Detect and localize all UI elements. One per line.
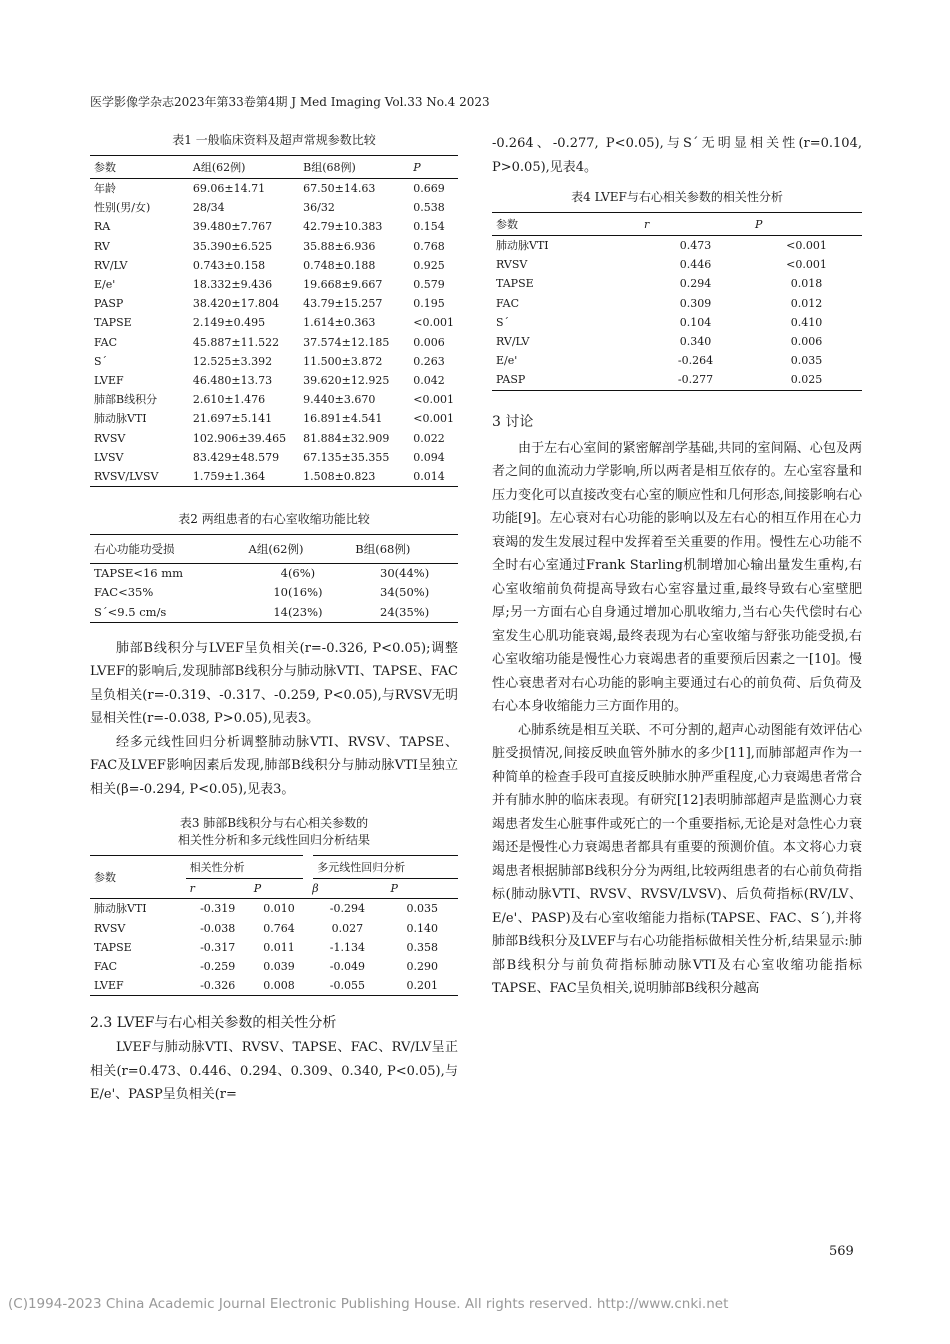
- table-cell: 0.006: [790, 335, 823, 349]
- table3-sub-header: r: [189, 882, 195, 896]
- table-row: [492, 274, 862, 293]
- table-cell: TAPSE: [94, 316, 132, 330]
- table-row: [492, 370, 862, 390]
- table-cell: RVSV: [496, 258, 528, 272]
- table-cell: 0.018: [790, 277, 823, 291]
- table-cell: 69.06±14.71: [192, 182, 266, 195]
- table-cell: -1.134: [329, 940, 365, 954]
- table-cell: 34(50%): [380, 585, 430, 600]
- table-cell: 肺动脉VTI: [94, 902, 147, 916]
- table4-header-cell: r: [644, 217, 650, 231]
- table-cell: S´: [496, 315, 510, 329]
- table-row: [90, 294, 458, 313]
- table-row: [90, 583, 458, 602]
- table4-header-cell: 参数: [496, 218, 518, 231]
- table-cell: LVSV: [94, 450, 124, 464]
- table-row: [90, 467, 458, 487]
- table-cell: 67.135±35.355: [303, 450, 390, 464]
- table-cell: LVEF: [94, 979, 124, 993]
- table-row: [90, 899, 458, 919]
- table-cell: 0.008: [263, 979, 295, 993]
- table-cell: 102.906±39.465: [192, 431, 287, 445]
- table3-sub-header: P: [253, 882, 262, 896]
- table-cell: S´: [94, 354, 108, 368]
- table-row: [90, 313, 458, 332]
- table-row: [90, 371, 458, 390]
- table-cell: 0.195: [413, 297, 445, 311]
- table-cell: 0.154: [413, 220, 445, 234]
- table-cell: 0.039: [263, 959, 295, 973]
- table-cell: 0.473: [679, 239, 712, 252]
- table-cell: 0.446: [679, 258, 712, 272]
- table1-header-cell: 参数: [94, 161, 116, 174]
- table-cell: RV/LV: [496, 335, 530, 349]
- table-row: [90, 429, 458, 448]
- table-cell: 0.201: [406, 979, 438, 993]
- table-row: [90, 390, 458, 409]
- table-cell: <0.001: [413, 316, 454, 330]
- table-cell: 46.480±13.73: [192, 374, 273, 388]
- table3: [90, 855, 458, 996]
- table-row: [90, 237, 458, 256]
- table-cell: RA: [94, 220, 111, 234]
- table-cell: 36/32: [303, 201, 335, 215]
- table3-body: [90, 899, 458, 996]
- table-cell: RV/LV: [94, 258, 128, 272]
- page-number: 569: [829, 1244, 854, 1259]
- table-cell: 肺动脉VTI: [94, 412, 147, 426]
- table1-header-cell: B组(68例): [303, 161, 356, 174]
- table-row: [90, 217, 458, 236]
- table-cell: 0.104: [679, 315, 712, 329]
- table-cell: <0.001: [786, 258, 827, 272]
- table-cell: 0.094: [413, 450, 445, 464]
- table-row: [90, 256, 458, 275]
- table2-body: [90, 564, 458, 623]
- table-cell: 0.538: [413, 201, 445, 215]
- table1-caption: 表1 一般临床资料及超声常规参数比较: [172, 133, 376, 147]
- table-cell: 0.011: [263, 940, 295, 954]
- table-cell: FAC: [94, 959, 118, 973]
- table-cell: -0.055: [329, 979, 365, 993]
- table-cell: 0.263: [413, 354, 445, 368]
- table-row: [90, 352, 458, 371]
- left-column: [90, 132, 458, 1107]
- table-cell: 14(23%): [273, 604, 323, 619]
- paragraph: -0.264、-0.277, P<0.05),与S´无明显相关性(r=0.104, P>0.05),见表4。: [492, 136, 862, 175]
- table-cell: 1.759±1.364: [192, 470, 266, 484]
- table-cell: 0.035: [406, 902, 438, 916]
- table-cell: 0.014: [413, 470, 445, 484]
- table-cell: <0.001: [413, 393, 454, 407]
- paragraph: LVEF与肺动脉VTI、RVSV、TAPSE、FAC、RV/LV呈正相关(r=0.473、0.446、0.294、0.309、0.340, P<0.05),与E/e'、PASP呈负相关(r=: [90, 1040, 458, 1103]
- table-row: [492, 294, 862, 313]
- paragraph: 心肺系统是相互关联、不可分割的,超声心动图能有效评估心脏受损情况,间接反映血管外肺水的多少[11],而肺部超声作为一种简单的检查手段可直接反映肺水肿严重程度,心力衰竭患者常合并有肺水肿的临床表现。有研究[12]表明肺部超声是监测心力衰竭患者发生心脏事件或死亡的一个重要指标,无论是对急性心力衰竭还是慢性心力衰竭患者都具有重要的预测价值。本文将心力衰竭患者根据肺部B线积分分为两组,比较两组患者的右心前负荷指标(肺动脉VTI、RVSV、RVSV/LVSV)、后负荷指标(RV/LV、E/e'、PASP)及右心室收缩能力指标(TAPSE、FAC、S´),并将肺部B线积分及LVEF与右心功能指标做相关性分析,结果显示:肺部B线积分与前负荷指标肺动脉VTI及右心室收缩功能指标TAPSE、FAC呈负相关,说明肺部B线积分越高: [492, 722, 862, 997]
- table-row: [492, 255, 862, 274]
- table-cell: 0.022: [413, 431, 445, 445]
- table-cell: 0.309: [679, 296, 712, 310]
- table2-header-cell: B组(68例): [355, 542, 411, 557]
- running-header: 医学影像学杂志2023年第33卷第4期 J Med Imaging Vol.33 No.4 2023: [90, 95, 490, 109]
- table4-caption: 表4 LVEF与右心相关参数的相关性分析: [571, 190, 783, 204]
- table-cell: RVSV: [94, 431, 126, 445]
- table-cell: -0.038: [200, 921, 236, 935]
- table3-sub-header: P: [390, 882, 398, 896]
- table-cell: 0.768: [413, 239, 445, 253]
- table-row: [492, 313, 862, 332]
- table-cell: S´<9.5 cm/s: [94, 604, 167, 619]
- table-cell: 21.697±5.141: [192, 412, 273, 426]
- table-cell: 12.525±3.392: [192, 354, 273, 368]
- table-cell: FAC<35%: [94, 585, 154, 600]
- table-cell: 年龄: [94, 182, 116, 195]
- table-row: [90, 564, 458, 584]
- table2: [90, 534, 458, 623]
- table-row: [492, 332, 862, 351]
- table-cell: 45.887±11.522: [192, 335, 280, 349]
- table-cell: 18.332±9.436: [192, 278, 273, 292]
- table-row: [90, 938, 458, 957]
- right-column: [492, 132, 862, 1001]
- table-cell: 19.668±9.667: [303, 278, 383, 292]
- table-cell: <0.001: [786, 239, 827, 252]
- table-cell: FAC: [496, 296, 520, 310]
- table2-header-cell: A组(62例): [248, 542, 304, 557]
- table-cell: 38.420±17.804: [192, 297, 280, 311]
- table-cell: 67.50±14.63: [303, 182, 376, 195]
- table-cell: 83.429±48.579: [192, 450, 280, 464]
- table-cell: 0.042: [413, 374, 445, 388]
- table2-caption: 表2 两组患者的右心室收缩功能比较: [178, 512, 370, 527]
- table-cell: 0.669: [413, 182, 445, 195]
- table-cell: 0.006: [413, 335, 445, 349]
- table-cell: 0.294: [679, 277, 712, 291]
- table-cell: 37.574±12.185: [303, 335, 390, 349]
- table-cell: TAPSE: [94, 940, 132, 954]
- table-cell: -0.264: [677, 354, 714, 368]
- table-row: [90, 603, 458, 623]
- table-cell: 0.140: [406, 921, 438, 935]
- table-cell: -0.294: [329, 902, 365, 916]
- table1: [90, 155, 458, 487]
- table-cell: RV: [94, 239, 110, 253]
- table-cell: -0.277: [677, 373, 714, 387]
- table-cell: 30(44%): [380, 566, 430, 581]
- table-cell: 16.891±4.541: [303, 412, 383, 426]
- table3-param-header: 参数: [90, 856, 186, 899]
- table3-group-header: 相关性分析: [186, 856, 309, 879]
- paragraph: 由于左右心室间的紧密解剖学基础,共同的室间隔、心包及两者之间的血流动力学影响,所以两者是相互依存的。左心室容量和压力变化可以直接改变右心室的顺应性和几何形态,间接影响右心功能[9]。左心衰对右心功能的影响以及左右心的相互作用在心力衰竭的发生发展过程中发挥着至关重要的作用。慢性左心功能不全时右心室通过Frank Starling机制增加心输出量发生重构,右心室收缩前负荷提高导致右心室容量过重,最终导致右心室壁肥厚;另一方面右心自身通过增加心肌收缩力,当右心失代偿时右心室发生心肌功能衰竭,最终表现为右心室收缩与舒张功能受损,右心室收缩功能是慢性心力衰竭患者的重要预后因素之一[10]。慢性心衰患者对右心功能的影响主要通过右心的前负荷、后负荷及右心本身收缩能力三方面作用的。: [492, 440, 862, 715]
- table4-body: [492, 236, 862, 391]
- table-row: [492, 351, 862, 370]
- table-row: [90, 198, 458, 217]
- table-cell: 0.340: [679, 335, 712, 349]
- table-row: [90, 957, 458, 976]
- section-2-3-title: 2.3 LVEF与右心相关参数的相关性分析: [90, 1015, 337, 1032]
- table-cell: 11.500±3.872: [303, 354, 383, 368]
- table-cell: -0.326: [200, 979, 236, 993]
- table-cell: PASP: [94, 297, 124, 311]
- table-cell: 0.748±0.188: [303, 258, 376, 272]
- table-cell: 1.508±0.823: [303, 470, 376, 484]
- paragraph: 经多元线性回归分析调整肺动脉VTI、RVSV、TAPSE、FAC及LVEF影响因素后发现,肺部B线积分与肺动脉VTI呈独立相关(β=-0.294, P<0.05),见表3。: [90, 734, 458, 797]
- table-cell: 1.614±0.363: [303, 316, 376, 330]
- table-row: [90, 275, 458, 294]
- table-cell: 9.440±3.670: [303, 393, 376, 407]
- table-cell: 0.012: [790, 296, 823, 310]
- table-cell: 24(35%): [380, 604, 430, 619]
- table1-body: [90, 179, 458, 487]
- table-cell: 0.764: [263, 921, 295, 935]
- table-cell: 0.010: [263, 902, 295, 916]
- table1-header-row: [90, 156, 458, 179]
- table-cell: PASP: [496, 373, 526, 387]
- table3-sub-header: β: [312, 882, 319, 896]
- table4-header-cell: P: [755, 217, 763, 231]
- table-cell: -0.259: [200, 959, 236, 973]
- table-cell: RVSV/LVSV: [94, 470, 159, 484]
- table-row: [90, 333, 458, 352]
- section-3-title: 3 讨论: [492, 413, 534, 430]
- table4-header-row: [492, 213, 862, 236]
- table-cell: 0.925: [413, 258, 445, 272]
- table-cell: 肺动脉VTI: [496, 239, 549, 252]
- table-cell: 0.025: [790, 373, 823, 387]
- table-cell: 81.884±32.909: [303, 431, 390, 445]
- table3-group-header: 多元线性回归分析: [308, 856, 458, 879]
- table-cell: -0.317: [200, 940, 236, 954]
- table-cell: 0.410: [790, 315, 823, 329]
- table-row: [90, 448, 458, 467]
- table-row: [90, 919, 458, 938]
- table2-header-row: [90, 535, 458, 564]
- table-cell: TAPSE: [496, 277, 534, 291]
- table-cell: -0.049: [329, 959, 365, 973]
- table-cell: FAC: [94, 335, 118, 349]
- table3-caption-line2: 相关性分析和多元线性回归分析结果: [177, 833, 370, 848]
- table-cell: 43.79±15.257: [303, 297, 383, 311]
- table-cell: 39.480±7.767: [192, 220, 273, 234]
- table-cell: 0.035: [790, 354, 823, 368]
- table-cell: TAPSE<16 mm: [94, 566, 184, 581]
- table-cell: 性别(男/女): [94, 201, 151, 215]
- table-cell: E/e': [496, 354, 518, 368]
- table-cell: 0.290: [406, 959, 438, 973]
- table-cell: 肺部B线积分: [94, 393, 158, 407]
- table-cell: -0.319: [200, 902, 236, 916]
- table1-header-cell: P: [413, 160, 421, 174]
- table-cell: 2.610±1.476: [192, 393, 266, 407]
- table-cell: 35.390±6.525: [192, 239, 273, 253]
- table-cell: 39.620±12.925: [303, 374, 390, 388]
- table1-header-cell: A组(62例): [192, 161, 246, 174]
- table-cell: 0.579: [413, 278, 445, 292]
- table-row: [90, 179, 458, 199]
- table-cell: 4(6%): [280, 566, 316, 581]
- table2-header-cell: 右心功能功受损: [94, 542, 175, 557]
- table-row: [90, 976, 458, 996]
- table-cell: 28/34: [192, 201, 225, 215]
- table-cell: 2.149±0.495: [192, 316, 266, 330]
- table3-caption-line1: 表3 肺部B线积分与右心相关参数的: [179, 816, 369, 831]
- table-cell: 0.358: [406, 940, 438, 954]
- table4: [492, 212, 862, 391]
- table-cell: 35.88±6.936: [303, 239, 376, 253]
- table-cell: 0.027: [331, 921, 364, 935]
- table-cell: E/e': [94, 278, 116, 292]
- table-cell: RVSV: [94, 921, 126, 935]
- table-row: [90, 409, 458, 428]
- copyright-footer: (C)1994-2023 China Academic Journal Electronic Publishing House. All rights reserved. http://www.cnki.net: [8, 1296, 729, 1312]
- table-cell: <0.001: [413, 412, 454, 426]
- table-cell: 42.79±10.383: [303, 220, 383, 234]
- table-row: [492, 236, 862, 256]
- paragraph: 肺部B线积分与LVEF呈负相关(r=-0.326, P<0.05);调整LVEF的影响后,发现肺部B线积分与肺动脉VTI、TAPSE、FAC呈负相关(r=-0.319、-0.317、-0.259, P<0.05),与RVSV无明显相关性(r=-0.038, P>0.05),见表3。: [90, 640, 458, 727]
- table-cell: 10(16%): [273, 585, 323, 600]
- table-cell: 0.743±0.158: [192, 258, 266, 272]
- table-cell: LVEF: [94, 374, 124, 388]
- table3-group-row: [90, 856, 458, 879]
